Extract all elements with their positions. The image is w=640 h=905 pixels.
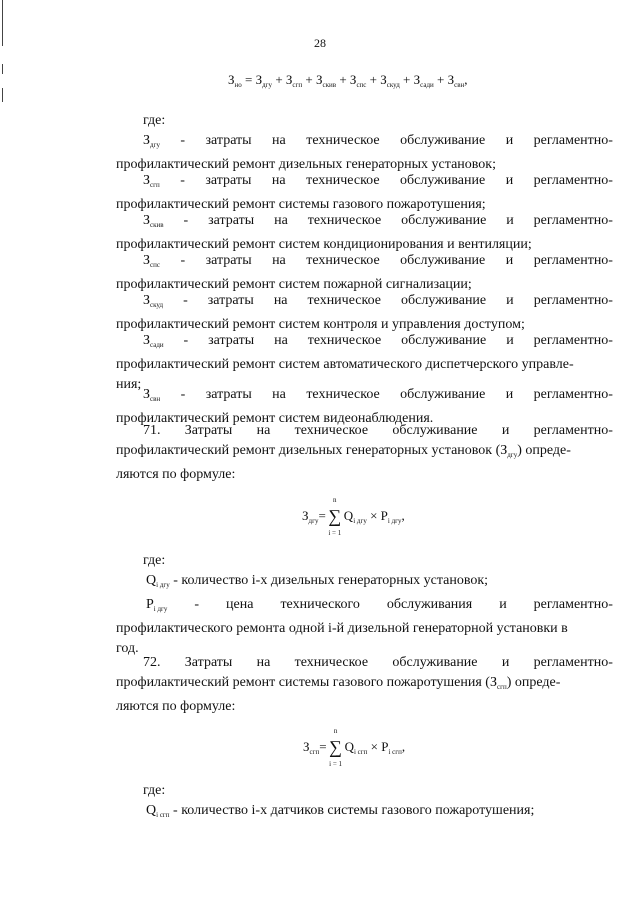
where-label: где: xyxy=(143,553,166,568)
cost-symbol: $З_{сади}$ xyxy=(143,333,164,349)
definition-item: $З_{сади}$ - затраты на техническое обслуживание и регламентно- профилактический ремонт систем автоматического диспетчерского управле- ния; xyxy=(116,333,613,392)
where-label: где: xyxy=(143,783,166,798)
binder-mark xyxy=(2,88,3,102)
cost-symbol: $З_{свн}$ xyxy=(143,387,161,403)
definition-item: $З_{дгу}$ - затраты на техническое обслуживание и регламентно- профилактический ремонт дизельных генераторных установок; xyxy=(116,133,613,172)
page-number: 28 xyxy=(314,36,326,50)
definition-item: $З_{сгп}$ - затраты на техническое обслуживание и регламентно- профилактический ремонт системы газового пожаротушения; xyxy=(116,173,613,212)
definition-item: $З_{спс}$ - затраты на техническое обслуживание и регламентно- профилактический ремонт систем пожарной сигнализации; xyxy=(116,253,613,292)
total-cost-formula: $З_{но} = З_{дгу} + З_{сгп} + З_{скив} + З_{спс} + З_{скуд} + З_{сади} + З_{свн}$, xyxy=(228,72,468,89)
paragraph-71: 71. Затраты на техническое обслуживание и регламентно- профилактический ремонт дизельных генераторных установок $(З_{дгу})$ опреде- ляются по формуле: xyxy=(116,423,613,482)
definition-q-dgu: $Q_{i дгу}$ - количество i-х дизельных генераторных установок; xyxy=(146,573,489,589)
definition-item: $З_{скуд}$ - затраты на техническое обслуживание и регламентно- профилактический ремонт систем контроля и управления доступом; xyxy=(116,293,613,332)
cost-symbol: $З_{скив}$ xyxy=(143,213,164,229)
formula-71: $З_{дгу}=$ n ∑ i = 1 $Q_{i дгу} \times P_{i дгу}$, xyxy=(302,496,405,537)
binder-mark xyxy=(2,64,3,74)
formula-term: $З_{дгу}$ xyxy=(255,72,273,89)
definition-item: $З_{скив}$ - затраты на техническое обслуживание и регламентно- профилактический ремонт систем кондиционирования и вентиляции; xyxy=(116,213,613,252)
definition-p-dgu: $P_{i дгу}$ - цена технического обслуживания и регламентно- профилактического ремонта одной i-й дизельной генераторной установки в год. xyxy=(116,597,613,656)
cost-symbol: $З_{спс}$ xyxy=(143,253,160,269)
formula-term: $З_{скуд}$ xyxy=(380,72,400,89)
formula-term: $З_{свн}$ xyxy=(447,72,465,89)
formula-72: $З_{сгп}=$ n ∑ i = 1 $Q_{i сгп} \times P_{i сгп}$, xyxy=(303,727,406,768)
formula-term: $З_{сади}$ xyxy=(413,72,434,89)
definition-item: $З_{свн}$ - затраты на техническое обслуживание и регламентно- профилактический ремонт систем видеонаблюдения. xyxy=(116,387,613,426)
formula-term: $З_{спс}$ xyxy=(349,72,367,89)
where-label: где: xyxy=(143,113,166,128)
cost-symbol: $З_{дгу}$ xyxy=(143,133,160,149)
definition-q-sgp: $Q_{i сгп}$ - количество i-х датчиков системы газового пожаротушения; xyxy=(146,803,535,819)
formula-term: $З_{сгп}$ xyxy=(285,72,303,89)
paragraph-72: 72. Затраты на техническое обслуживание и регламентно- профилактический ремонт системы газового пожаротушения $(З_{сгп})$ опреде- ляются по формуле: xyxy=(116,655,613,714)
cost-symbol: $З_{скуд}$ xyxy=(143,293,164,309)
formula-term: $З_{скив}$ xyxy=(316,72,337,89)
cost-symbol: $З_{сгп}$ xyxy=(143,173,160,189)
